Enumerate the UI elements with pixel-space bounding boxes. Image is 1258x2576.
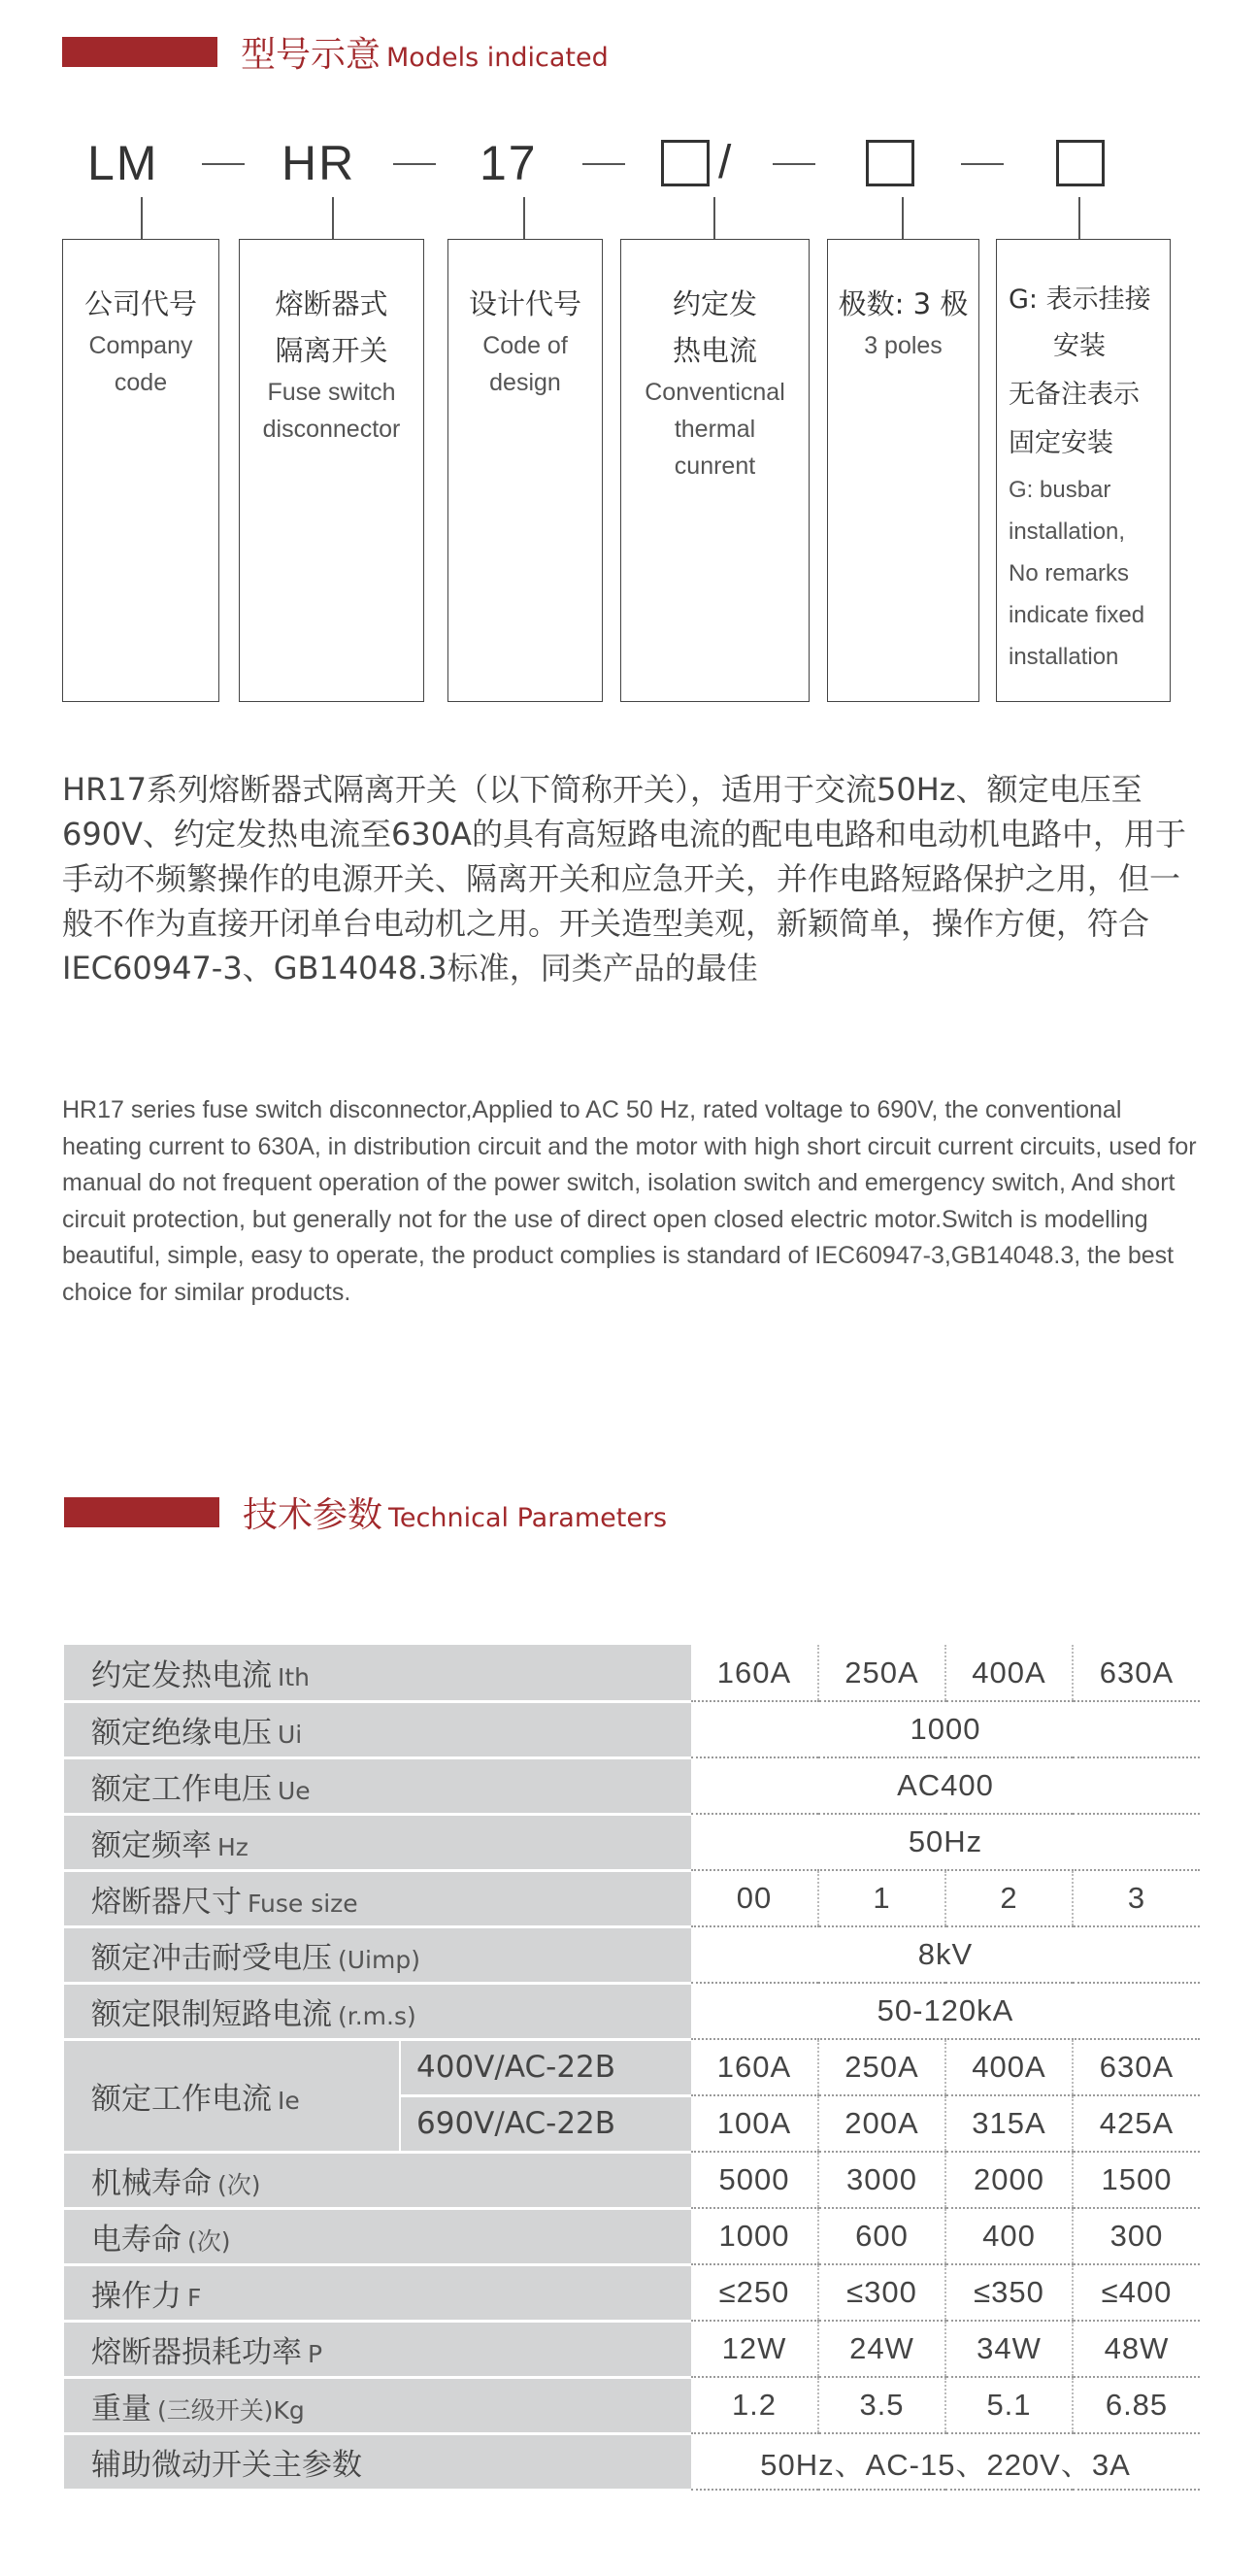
param-label-zh: 额定绝缘电压 xyxy=(91,1715,272,1751)
param-label xyxy=(64,2433,691,2490)
parameters-table xyxy=(64,1645,1200,2492)
param-value: 12W xyxy=(691,2321,818,2377)
param-value: 6.85 xyxy=(1073,2377,1200,2433)
box-thermal-zh2: 热电流 xyxy=(672,334,757,367)
connector-5 xyxy=(902,197,904,240)
param-label-en: Ith xyxy=(278,1662,311,1691)
param-label-zh: 额定工作电压 xyxy=(91,1771,272,1807)
models-title-en: Models indicated xyxy=(386,43,609,73)
section-bar-params xyxy=(64,1497,219,1527)
box-install-en1: G: busbar xyxy=(1009,477,1111,503)
connector-3 xyxy=(523,197,525,240)
code-blank-box-3 xyxy=(1056,140,1105,186)
params-section-title xyxy=(243,1488,667,1537)
params-title-en: Technical Parameters xyxy=(388,1503,668,1533)
param-label-en: Fuse size xyxy=(248,1889,358,1918)
box-design-code xyxy=(447,239,603,702)
param-value: 8kV xyxy=(691,1926,1200,1983)
param-label-en: (次) xyxy=(187,2226,231,2256)
connector-6 xyxy=(1078,197,1080,240)
code-17: 17 xyxy=(480,136,538,190)
box-thermal-en2: thermal xyxy=(674,416,756,443)
box-install-en4: indicate fixed xyxy=(1009,602,1145,628)
param-value: 5.1 xyxy=(945,2377,1073,2433)
param-label-en: Hz xyxy=(217,1832,248,1861)
models-section-title xyxy=(241,27,609,77)
connector-2 xyxy=(332,197,334,240)
param-value: 100A xyxy=(691,2095,818,2152)
box-poles-en: 3 poles xyxy=(864,332,943,359)
box-install-zh2: 安装 xyxy=(1053,331,1106,361)
param-label-zh: 熔断器损耗功率 xyxy=(91,2334,302,2370)
box-install-zh3: 无备注表示 xyxy=(1009,380,1140,410)
box-design-en1: Code of xyxy=(482,332,568,359)
param-label-zh: 重量 xyxy=(91,2391,151,2426)
box-fuse-zh1: 熔断器式 xyxy=(275,287,388,320)
param-row xyxy=(64,1701,1200,1757)
box-company-en: Company code xyxy=(88,332,193,396)
box-fuse-en1: Fuse switch xyxy=(267,379,396,406)
models-title-zh: 型号示意 xyxy=(241,35,381,75)
box-design-en2: design xyxy=(489,369,561,396)
param-value: 1500 xyxy=(1073,2152,1200,2208)
box-thermal-zh1: 约定发 xyxy=(672,287,757,320)
param-value: 630A xyxy=(1073,1645,1200,1701)
param-label xyxy=(64,2039,400,2152)
param-value: 50-120kA xyxy=(691,1983,1200,2039)
param-row xyxy=(64,1983,1200,2039)
box-company-zh: 公司代号 xyxy=(83,287,197,320)
param-label xyxy=(64,1983,691,2039)
param-label-en: Ui xyxy=(278,1720,303,1749)
connector-1 xyxy=(141,197,143,240)
params-title-zh: 技术参数 xyxy=(243,1495,383,1535)
param-value: ≤400 xyxy=(1073,2264,1200,2321)
param-label-en: (r.m.s) xyxy=(338,2001,416,2030)
param-label-zh: 辅助微动开关主参数 xyxy=(91,2447,362,2483)
code-hr: HR xyxy=(281,136,356,190)
param-label xyxy=(64,1870,691,1926)
dash-3 xyxy=(582,163,625,165)
box-poles-zh: 极数: 3 极 xyxy=(838,287,969,320)
param-value: 1 xyxy=(818,1870,945,1926)
code-lm: LM xyxy=(87,136,159,190)
param-value: 600 xyxy=(818,2208,945,2264)
param-value: ≤350 xyxy=(945,2264,1073,2321)
param-value: 1000 xyxy=(691,2208,818,2264)
param-value: 50Hz xyxy=(691,1814,1200,1870)
box-fuse-en2: disconnector xyxy=(262,416,401,443)
box-install-en5: installation xyxy=(1009,644,1119,670)
param-row xyxy=(64,2321,1200,2377)
param-value: 3 xyxy=(1073,1870,1200,1926)
description-zh: HR17系列熔断器式隔离开关（以下简称开关），适用于交流50Hz、额定电压至690V、约定发热电流至630A的具有高短路电流的配电电路和电动机电路中，用于手动不频繁操作的电源开关、隔离开关和应急开关，并作电路短路保护之用，但一般不作为直接开闭单台电动机之用。开关造型美观，新颖简单，操作方便，符合IEC60947-3、GB14048.3标准，同类产品的最佳 xyxy=(62,771,1186,987)
param-label-en: (次) xyxy=(217,2170,261,2199)
parameters-table-body xyxy=(64,1645,1200,2490)
dash-2 xyxy=(393,163,436,165)
param-label-en: Ie xyxy=(278,2086,300,2115)
param-label xyxy=(64,2264,691,2321)
param-value: 3000 xyxy=(818,2152,945,2208)
param-value: ≤300 xyxy=(818,2264,945,2321)
param-label-en: (Uimp) xyxy=(338,1945,420,1974)
box-installation xyxy=(996,239,1171,702)
param-value: 2 xyxy=(945,1870,1073,1926)
param-value: 1000 xyxy=(691,1701,1200,1757)
box-poles xyxy=(827,239,979,702)
param-label xyxy=(64,1814,691,1870)
param-label xyxy=(64,1701,691,1757)
box-fuse-switch xyxy=(239,239,424,702)
param-label-zh: 约定发热电流 xyxy=(91,1657,272,1693)
param-label-zh: 机械寿命 xyxy=(91,2165,212,2201)
connector-4 xyxy=(713,197,715,240)
code-slash: / xyxy=(718,137,732,188)
param-label xyxy=(64,2321,691,2377)
param-value: 400A xyxy=(945,1645,1073,1701)
param-value: 425A xyxy=(1073,2095,1200,2152)
param-label-en: F xyxy=(187,2283,202,2312)
param-value: ≤250 xyxy=(691,2264,818,2321)
param-value: 2000 xyxy=(945,2152,1073,2208)
param-value: 1.2 xyxy=(691,2377,818,2433)
param-value: 5000 xyxy=(691,2152,818,2208)
param-value: 250A xyxy=(818,2039,945,2095)
param-row xyxy=(64,1870,1200,1926)
box-company-code xyxy=(62,239,219,702)
param-value: 200A xyxy=(818,2095,945,2152)
param-value: 630A xyxy=(1073,2039,1200,2095)
param-value: 50Hz、AC-15、220V、3A xyxy=(691,2433,1200,2490)
box-thermal-current xyxy=(620,239,810,702)
param-label xyxy=(64,2377,691,2433)
param-row xyxy=(64,1926,1200,1983)
param-value: 00 xyxy=(691,1870,818,1926)
param-label xyxy=(64,2208,691,2264)
box-design-zh: 设计代号 xyxy=(468,287,581,320)
param-value: 3.5 xyxy=(818,2377,945,2433)
param-value: AC400 xyxy=(691,1757,1200,1814)
param-label-zh: 熔断器尺寸 xyxy=(91,1884,242,1920)
box-install-zh4: 固定安装 xyxy=(1009,428,1113,458)
param-row xyxy=(64,1757,1200,1814)
box-thermal-en3: cunrent xyxy=(674,452,756,480)
box-thermal-en1: Conventicnal xyxy=(645,379,785,406)
code-blank-box-2 xyxy=(866,140,914,186)
box-fuse-zh2: 隔离开关 xyxy=(275,334,388,367)
param-label-en: Ue xyxy=(278,1776,311,1805)
param-label xyxy=(64,1757,691,1814)
param-value: 400A xyxy=(945,2039,1073,2095)
param-value: 315A xyxy=(945,2095,1073,2152)
dash-1 xyxy=(202,163,245,165)
param-label-zh: 操作力 xyxy=(91,2278,182,2314)
param-label xyxy=(64,1926,691,1983)
param-label-zh: 额定工作电流 xyxy=(91,2081,272,2117)
param-label xyxy=(64,1645,691,1701)
dash-4 xyxy=(773,163,815,165)
param-row xyxy=(64,1645,1200,1701)
param-value: 250A xyxy=(818,1645,945,1701)
param-row xyxy=(64,1814,1200,1870)
param-row xyxy=(64,2433,1200,2490)
param-label-en: (三级开关)Kg xyxy=(157,2395,305,2425)
section-bar-models xyxy=(62,37,217,67)
param-label xyxy=(64,2152,691,2208)
param-label-zh: 电寿命 xyxy=(91,2222,182,2258)
param-value: 34W xyxy=(945,2321,1073,2377)
box-install-zh1: G: 表示挂接 xyxy=(1009,284,1151,315)
param-label-zh: 额定限制短路电流 xyxy=(91,1996,332,2032)
param-value: 24W xyxy=(818,2321,945,2377)
param-label-en: P xyxy=(308,2339,323,2368)
param-row xyxy=(64,2039,1200,2095)
box-install-en2: installation, xyxy=(1009,519,1126,545)
param-value: 48W xyxy=(1073,2321,1200,2377)
param-value: 160A xyxy=(691,2039,818,2095)
param-sub-label: 400V/AC-22B xyxy=(400,2039,691,2095)
dash-5 xyxy=(961,163,1004,165)
param-row xyxy=(64,2264,1200,2321)
param-value: 400 xyxy=(945,2208,1073,2264)
param-label-zh: 额定频率 xyxy=(91,1827,212,1863)
param-value: 160A xyxy=(691,1645,818,1701)
param-row xyxy=(64,2152,1200,2208)
param-row xyxy=(64,2377,1200,2433)
param-label-zh: 额定冲击耐受电压 xyxy=(91,1940,332,1976)
param-row xyxy=(64,2208,1200,2264)
param-value: 300 xyxy=(1073,2208,1200,2264)
box-install-en3: No remarks xyxy=(1009,560,1130,586)
description-en: HR17 series fuse switch disconnector,Applied to AC 50 Hz, rated voltage to 690V, the conventional heating current to 630A, in distribution circuit and the motor with high short circuit current circuits, used for manual do not frequent operation of the power switch, isolation switch and emergency switch, And short circuit protection, but generally not for the use of direct open closed electric motor.Switch is modelling beautiful, simple, easy to operate, the product complies is standard of IEC60947-3,GB14048.3, the best choice for similar products. xyxy=(62,1096,1197,1306)
code-blank-box-1 xyxy=(661,140,710,186)
param-sub-label: 690V/AC-22B xyxy=(400,2095,691,2152)
